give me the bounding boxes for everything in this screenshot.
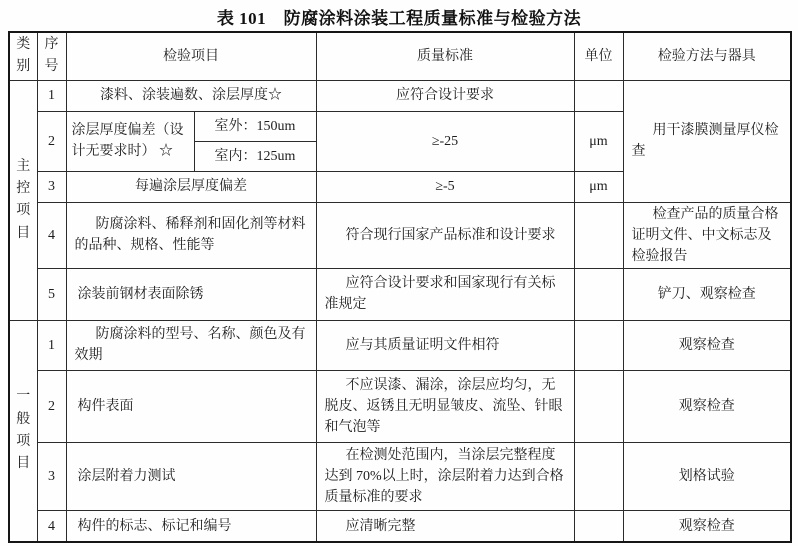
- mc-row2-no-cell: 2: [37, 111, 66, 171]
- gen-row3-item-cell: 涂层附着力测试: [66, 442, 316, 510]
- mc-row4-no-cell: 4: [37, 202, 66, 268]
- mc-row3-item-cell: 每遍涂层厚度偏差: [66, 171, 316, 202]
- gen-row2-no-cell: 2: [37, 370, 66, 442]
- mc-row2-unit-cell: μm: [574, 111, 623, 171]
- gen-row3-unit-cell: [574, 442, 623, 510]
- mc-row3-no-cell: 3: [37, 171, 66, 202]
- gen-row2-item-cell: 构件表面: [66, 370, 316, 442]
- mc-row2-indoor-cell: 室内：125um: [194, 141, 316, 171]
- header-method-cell: 检验方法与器具: [623, 32, 791, 80]
- gen-row1-method-cell: 观察检查: [623, 320, 791, 370]
- gen-row4-unit-cell: [574, 510, 623, 542]
- mc-row1-unit-cell: [574, 80, 623, 111]
- quality-standards-table: [8, 31, 792, 543]
- gen-row3-method-cell: 划格试验: [623, 442, 791, 510]
- gen-row1-no-cell: 1: [37, 320, 66, 370]
- gen-row-4: [9, 510, 791, 542]
- mc-row1-item-cell: 漆料、涂装遍数、涂层厚度☆: [66, 80, 316, 111]
- header-unit-cell: 单位: [574, 32, 623, 80]
- mc-row2-outdoor-cell: 室外：150um: [194, 111, 316, 141]
- mc-row4-item-cell: 防腐涂料、稀释剂和固化剂等材料的品种、规格、性能等: [66, 202, 316, 268]
- mc-row1-standard-cell: 应符合设计要求: [316, 80, 574, 111]
- header-category-cell: 类别: [9, 32, 37, 80]
- gen-row-1: [9, 320, 791, 370]
- gen-category-cell: 一般项目: [9, 320, 37, 542]
- mc-row-1: [9, 80, 791, 111]
- header-standard-cell: 质量标准: [316, 32, 574, 80]
- mc-row4-method-cell: 检查产品的质量合格证明文件、中文标志及检验报告: [623, 202, 791, 268]
- gen-row1-unit-cell: [574, 320, 623, 370]
- mc-row4-standard-cell: 符合现行国家产品标准和设计要求: [316, 202, 574, 268]
- gen-row2-method-cell: 观察检查: [623, 370, 791, 442]
- mc-row2-item-cell: 涂层厚度偏差（设计无要求时） ☆: [66, 111, 194, 171]
- gen-row4-no-cell: 4: [37, 510, 66, 542]
- mc-row3-unit-cell: μm: [574, 171, 623, 202]
- gen-row1-item-cell: 防腐涂料的型号、名称、颜色及有效期: [66, 320, 316, 370]
- mc-row5-unit-cell: [574, 268, 623, 320]
- mc-category-cell: 主控项目: [9, 80, 37, 320]
- header-row: [9, 32, 791, 80]
- gen-row4-standard-cell: 应清晰完整: [316, 510, 574, 542]
- gen-row-3: [9, 442, 791, 510]
- gen-row3-standard-cell: 在检测处范围内，当涂层完整程度达到 70%以上时，涂层附着力达到合格质量标准的要求: [316, 442, 574, 510]
- mc-rows1-3-method-cell: 用干漆膜测量厚仪检查: [623, 80, 791, 202]
- gen-row2-standard-cell: 不应误漆、漏涂，涂层应均匀，无脱皮、返锈且无明显皱皮、流坠、针眼和气泡等: [316, 370, 574, 442]
- header-serial-cell: 序号: [37, 32, 66, 80]
- mc-row5-item-cell: 涂装前钢材表面除锈: [66, 268, 316, 320]
- gen-row1-standard-cell: 应与其质量证明文件相符: [316, 320, 574, 370]
- mc-row4-unit-cell: [574, 202, 623, 268]
- mc-row2-standard-cell: ≥-25: [316, 111, 574, 171]
- mc-row-5: [9, 268, 791, 320]
- gen-row4-item-cell: 构件的标志、标记和编号: [66, 510, 316, 542]
- gen-row2-unit-cell: [574, 370, 623, 442]
- gen-row4-method-cell: 观察检查: [623, 510, 791, 542]
- table-title: 表 101 防腐涂料涂装工程质量标准与检验方法: [216, 9, 582, 28]
- mc-row3-standard-cell: ≥-5: [316, 171, 574, 202]
- mc-row5-standard-cell: 应符合设计要求和国家现行有关标准规定: [316, 268, 574, 320]
- gen-row3-no-cell: 3: [37, 442, 66, 510]
- mc-row5-no-cell: 5: [37, 268, 66, 320]
- mc-row5-method-cell: 铲刀、观察检查: [623, 268, 791, 320]
- header-item-cell: 检验项目: [66, 32, 316, 80]
- mc-row-4: [9, 202, 791, 268]
- mc-row1-no-cell: 1: [37, 80, 66, 111]
- gen-row-2: [9, 370, 791, 442]
